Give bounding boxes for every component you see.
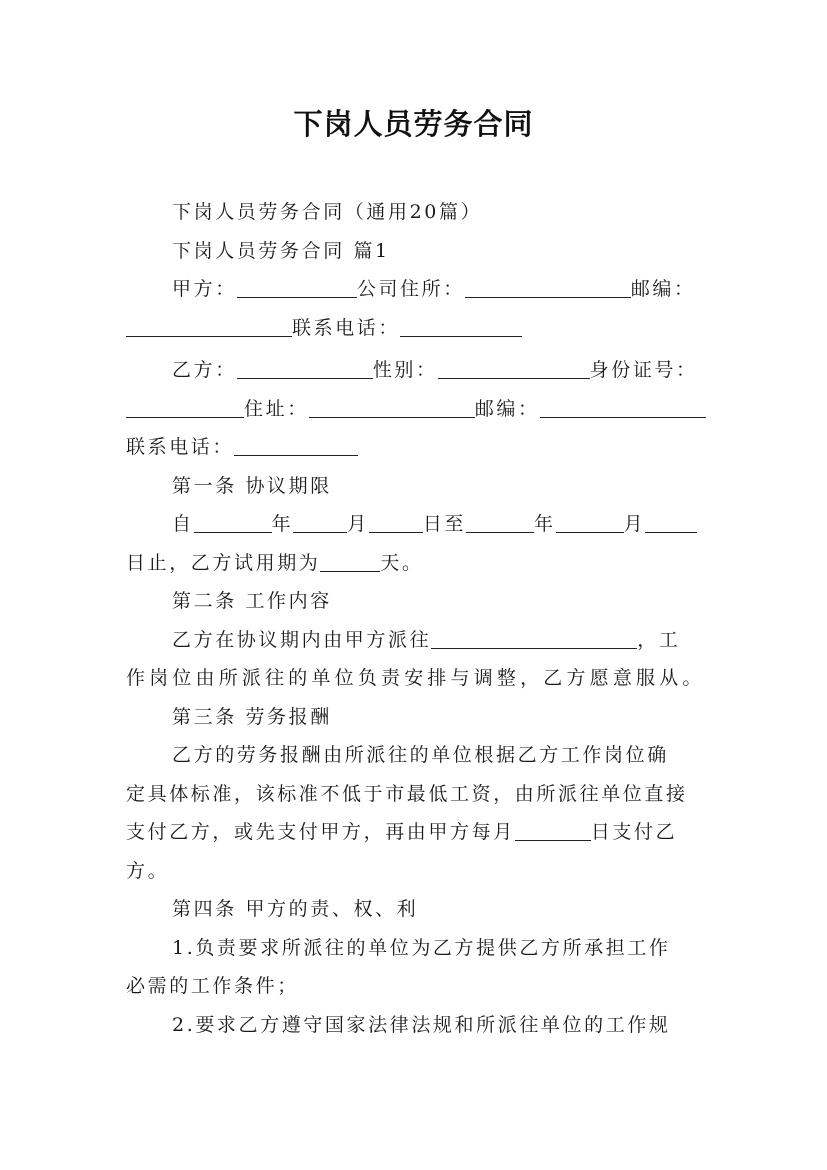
term-text: 自 [172,513,194,535]
party-b-contact-line [126,428,704,467]
blank-field[interactable] [234,435,358,456]
blank-field[interactable] [369,512,423,533]
blank-field[interactable] [237,277,357,298]
term-text: 年 [534,513,556,535]
text-line [126,698,704,737]
text-line [126,193,704,232]
body-text: 支付乙方，或先支付甲方，再由甲方每月 [126,821,515,843]
label-party-b: 乙方： [172,359,237,381]
text-line [126,232,704,271]
body-text: 必需的工作条件； [126,975,299,997]
body-text: 定具体标准，该标准不低于市最低工资，由所派往单位直接 [126,782,688,805]
label-postcode: 邮编： [474,397,540,420]
blank-field[interactable] [431,628,637,649]
party-a-line [126,270,704,309]
term-line [126,505,704,544]
term-text: 日至 [422,513,467,535]
text-line [126,736,704,775]
blank-field[interactable] [237,358,373,379]
text-line [126,929,704,968]
blank-field[interactable] [515,820,591,841]
text-line [126,467,704,506]
blank-field[interactable] [126,316,292,337]
article-heading: 第四条 甲方的责、权、利 [172,898,419,920]
term-text: 天。 [380,551,424,574]
term-text: 日止，乙方试用期为 [126,551,321,574]
document-body [126,193,704,1044]
blank-field[interactable] [645,512,697,533]
article-heading: 第一条 协议期限 [172,474,332,497]
text-line [126,582,704,621]
party-b-line [126,351,704,390]
body-text: 作岗位由所派往的单位负责安排与调整，乙方愿意服从。 [126,667,704,689]
body-text: 2.要求乙方遵守国家法律法规和所派往单位的工作规 [172,1013,671,1036]
label-gender: 性别： [372,359,438,381]
label-phone: 联系电话： [292,316,401,339]
blank-field[interactable] [400,316,522,337]
party-a-contact-line [126,309,704,348]
text-line [126,621,704,660]
blank-field[interactable] [465,277,631,298]
document-title: 下岗人员劳务合同 [293,107,534,141]
party-b-address-line [126,390,704,429]
label-id-number: 身份证号： [589,359,698,381]
text-line [126,775,704,814]
blank-field[interactable] [540,397,706,418]
blank-field[interactable] [293,512,347,533]
label-address: 住址： [244,397,309,420]
blank-field[interactable] [438,358,590,379]
body-text: 乙方在协议期内由甲方派往 [172,628,432,651]
blank-field[interactable] [320,551,380,572]
label-phone: 联系电话： [126,436,235,458]
article-heading: 第二条 工作内容 [172,590,332,612]
body-text: ，工 [637,628,681,651]
term-text: 月 [623,513,646,535]
body-text: 乙方的劳务报酬由所派往的单位根据乙方工作岗位确 [172,744,669,766]
body-text: 方。 [126,859,170,882]
term-line [126,544,704,583]
term-text: 年 [271,513,294,535]
blank-field[interactable] [309,397,475,418]
text-line [126,659,704,698]
article-heading: 第三条 劳务报酬 [172,705,332,728]
label-postcode: 邮编： [630,278,696,300]
blank-field[interactable] [126,397,244,418]
label-party-a: 甲方： [172,278,237,300]
text-line [126,890,704,929]
label-company-address: 公司住所： [356,278,465,300]
blank-field[interactable] [194,512,272,533]
text-line [126,1006,704,1045]
heading-text: 下岗人员劳务合同（通用20篇） [172,201,483,223]
body-text: 1.负责要求所派往的单位为乙方提供乙方所承担工作 [172,936,671,959]
body-text: 日支付乙 [590,821,678,843]
section-text: 下岗人员劳务合同 篇1 [172,239,390,262]
text-line [126,967,704,1006]
blank-field[interactable] [466,512,534,533]
blank-field[interactable] [556,512,624,533]
text-line [126,852,704,891]
term-text: 月 [347,513,369,535]
text-line [126,813,704,852]
